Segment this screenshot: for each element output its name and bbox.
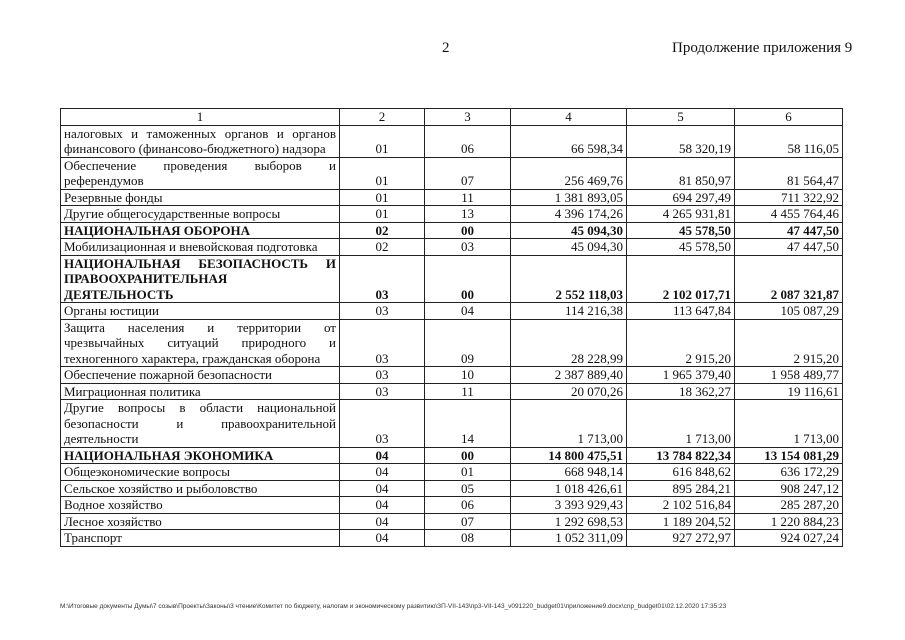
column-header: 4 xyxy=(511,109,627,126)
column-header: 5 xyxy=(627,109,735,126)
section-code: 02 xyxy=(340,222,425,239)
amount-col5: 2 102 017,71 xyxy=(627,255,735,303)
amount-col4: 2 552 118,03 xyxy=(511,255,627,303)
section-code: 01 xyxy=(340,125,425,157)
subsection-code: 05 xyxy=(425,480,511,497)
amount-col4: 3 393 929,43 xyxy=(511,497,627,514)
subsection-code: 14 xyxy=(425,400,511,448)
amount-col4: 1 381 893,05 xyxy=(511,189,627,206)
table-row xyxy=(61,464,843,481)
table-row xyxy=(61,125,843,157)
file-path-footer: M:\Итоговые документы Думы\7 созыв\Проекты\Законы\3 чтение\Комитет по бюджету, налогам и экономическому развитию\ЗП-VII-143\пр3-VII-143_v091220_budget01\приложение9.docx\cnp_budget01\02.12.2020 17:35:23 xyxy=(60,603,727,610)
amount-col6: 285 287,20 xyxy=(735,497,843,514)
amount-col4: 1 018 426,61 xyxy=(511,480,627,497)
amount-col5: 694 297,49 xyxy=(627,189,735,206)
row-name: Мобилизационная и вневойсковая подготовка xyxy=(61,239,340,256)
section-code: 04 xyxy=(340,447,425,464)
amount-col6: 58 116,05 xyxy=(735,125,843,157)
subsection-code: 09 xyxy=(425,319,511,367)
amount-col6: 711 322,92 xyxy=(735,189,843,206)
column-header: 3 xyxy=(425,109,511,126)
section-code: 04 xyxy=(340,464,425,481)
amount-col4: 4 396 174,26 xyxy=(511,206,627,223)
amount-col6: 1 220 884,23 xyxy=(735,513,843,530)
amount-col4: 668 948,14 xyxy=(511,464,627,481)
section-code: 03 xyxy=(340,367,425,384)
amount-col6: 105 087,29 xyxy=(735,303,843,320)
subsection-code: 04 xyxy=(425,303,511,320)
row-name: Защита населения и территории от чрезвычайных ситуаций природного и техногенного характера, гражданская оборона xyxy=(61,319,340,367)
amount-col5: 1 713,00 xyxy=(627,400,735,448)
amount-col5: 927 272,97 xyxy=(627,530,735,547)
amount-col4: 45 094,30 xyxy=(511,222,627,239)
table-row xyxy=(61,367,843,384)
row-name: НАЦИОНАЛЬНАЯ ЭКОНОМИКА xyxy=(61,447,340,464)
table-row xyxy=(61,497,843,514)
table-row xyxy=(61,480,843,497)
amount-col5: 81 850,97 xyxy=(627,157,735,189)
column-header: 1 xyxy=(61,109,340,126)
amount-col5: 2 915,20 xyxy=(627,319,735,367)
subsection-code: 13 xyxy=(425,206,511,223)
page-number: 2 xyxy=(442,40,450,56)
amount-col5: 45 578,50 xyxy=(627,239,735,256)
row-name: НАЦИОНАЛЬНАЯ ОБОРОНА xyxy=(61,222,340,239)
section-code: 04 xyxy=(340,513,425,530)
table-row xyxy=(61,222,843,239)
column-header: 6 xyxy=(735,109,843,126)
row-name: Обеспечение пожарной безопасности xyxy=(61,367,340,384)
table-row xyxy=(61,303,843,320)
subsection-code: 00 xyxy=(425,255,511,303)
amount-col4: 114 216,38 xyxy=(511,303,627,320)
table-row xyxy=(61,400,843,448)
budget-table xyxy=(60,108,843,547)
row-name: Лесное хозяйство xyxy=(61,513,340,530)
amount-col5: 2 102 516,84 xyxy=(627,497,735,514)
amount-col6: 2 915,20 xyxy=(735,319,843,367)
subsection-code: 11 xyxy=(425,383,511,400)
amount-col6: 636 172,29 xyxy=(735,464,843,481)
section-code: 03 xyxy=(340,303,425,320)
row-name: Обеспечение проведения выборов и референдумов xyxy=(61,157,340,189)
subsection-code: 10 xyxy=(425,367,511,384)
table-row xyxy=(61,513,843,530)
section-code: 03 xyxy=(340,400,425,448)
section-code: 02 xyxy=(340,239,425,256)
section-code: 04 xyxy=(340,480,425,497)
subsection-code: 08 xyxy=(425,530,511,547)
amount-col6: 13 154 081,29 xyxy=(735,447,843,464)
row-name: налоговых и таможенных органов и органов финансового (финансово-бюджетного) надзора xyxy=(61,125,340,157)
table-header xyxy=(61,109,843,126)
row-name: Сельское хозяйство и рыболовство xyxy=(61,480,340,497)
amount-col5: 4 265 931,81 xyxy=(627,206,735,223)
table-row xyxy=(61,189,843,206)
row-name: Другие общегосударственные вопросы xyxy=(61,206,340,223)
amount-col5: 18 362,27 xyxy=(627,383,735,400)
amount-col6: 924 027,24 xyxy=(735,530,843,547)
subsection-code: 03 xyxy=(425,239,511,256)
section-code: 04 xyxy=(340,530,425,547)
row-name: Транспорт xyxy=(61,530,340,547)
amount-col5: 895 284,21 xyxy=(627,480,735,497)
table-row xyxy=(61,530,843,547)
table-row xyxy=(61,206,843,223)
row-name: НАЦИОНАЛЬНАЯ БЕЗОПАСНОСТЬ И ПРАВООХРАНИТЕЛЬНАЯ ДЕЯТЕЛЬНОСТЬ xyxy=(61,255,340,303)
section-code: 03 xyxy=(340,255,425,303)
table-row xyxy=(61,319,843,367)
subsection-code: 11 xyxy=(425,189,511,206)
amount-col5: 113 647,84 xyxy=(627,303,735,320)
subsection-code: 07 xyxy=(425,513,511,530)
section-code: 04 xyxy=(340,497,425,514)
subsection-code: 06 xyxy=(425,497,511,514)
amount-col6: 4 455 764,46 xyxy=(735,206,843,223)
amount-col4: 1 292 698,53 xyxy=(511,513,627,530)
table-row xyxy=(61,255,843,303)
amount-col4: 28 228,99 xyxy=(511,319,627,367)
amount-col6: 1 713,00 xyxy=(735,400,843,448)
amount-col5: 1 189 204,52 xyxy=(627,513,735,530)
amount-col4: 256 469,76 xyxy=(511,157,627,189)
table-row xyxy=(61,157,843,189)
section-code: 01 xyxy=(340,189,425,206)
section-code: 01 xyxy=(340,157,425,189)
table-row xyxy=(61,383,843,400)
amount-col6: 2 087 321,87 xyxy=(735,255,843,303)
amount-col4: 14 800 475,51 xyxy=(511,447,627,464)
amount-col4: 2 387 889,40 xyxy=(511,367,627,384)
row-name: Органы юстиции xyxy=(61,303,340,320)
amount-col4: 20 070,26 xyxy=(511,383,627,400)
subsection-code: 07 xyxy=(425,157,511,189)
row-name: Общеэкономические вопросы xyxy=(61,464,340,481)
column-header: 2 xyxy=(340,109,425,126)
amount-col6: 47 447,50 xyxy=(735,222,843,239)
row-name: Другие вопросы в области национальной безопасности и правоохранительной деятельности xyxy=(61,400,340,448)
table-row xyxy=(61,447,843,464)
amount-col4: 45 094,30 xyxy=(511,239,627,256)
amount-col6: 47 447,50 xyxy=(735,239,843,256)
amount-col6: 908 247,12 xyxy=(735,480,843,497)
amount-col4: 66 598,34 xyxy=(511,125,627,157)
subsection-code: 00 xyxy=(425,222,511,239)
section-code: 01 xyxy=(340,206,425,223)
header-row xyxy=(61,109,843,126)
amount-col5: 616 848,62 xyxy=(627,464,735,481)
amount-col4: 1 052 311,09 xyxy=(511,530,627,547)
amount-col6: 19 116,61 xyxy=(735,383,843,400)
amount-col5: 58 320,19 xyxy=(627,125,735,157)
section-code: 03 xyxy=(340,383,425,400)
subsection-code: 06 xyxy=(425,125,511,157)
amount-col5: 45 578,50 xyxy=(627,222,735,239)
amount-col5: 1 965 379,40 xyxy=(627,367,735,384)
amount-col4: 1 713,00 xyxy=(511,400,627,448)
subsection-code: 00 xyxy=(425,447,511,464)
amount-col6: 81 564,47 xyxy=(735,157,843,189)
table-body xyxy=(61,125,843,546)
appendix-continuation-title: Продолжение приложения 9 xyxy=(672,40,853,56)
row-name: Водное хозяйство xyxy=(61,497,340,514)
row-name: Резервные фонды xyxy=(61,189,340,206)
section-code: 03 xyxy=(340,319,425,367)
row-name: Миграционная политика xyxy=(61,383,340,400)
subsection-code: 01 xyxy=(425,464,511,481)
table-row xyxy=(61,239,843,256)
amount-col5: 13 784 822,34 xyxy=(627,447,735,464)
amount-col6: 1 958 489,77 xyxy=(735,367,843,384)
